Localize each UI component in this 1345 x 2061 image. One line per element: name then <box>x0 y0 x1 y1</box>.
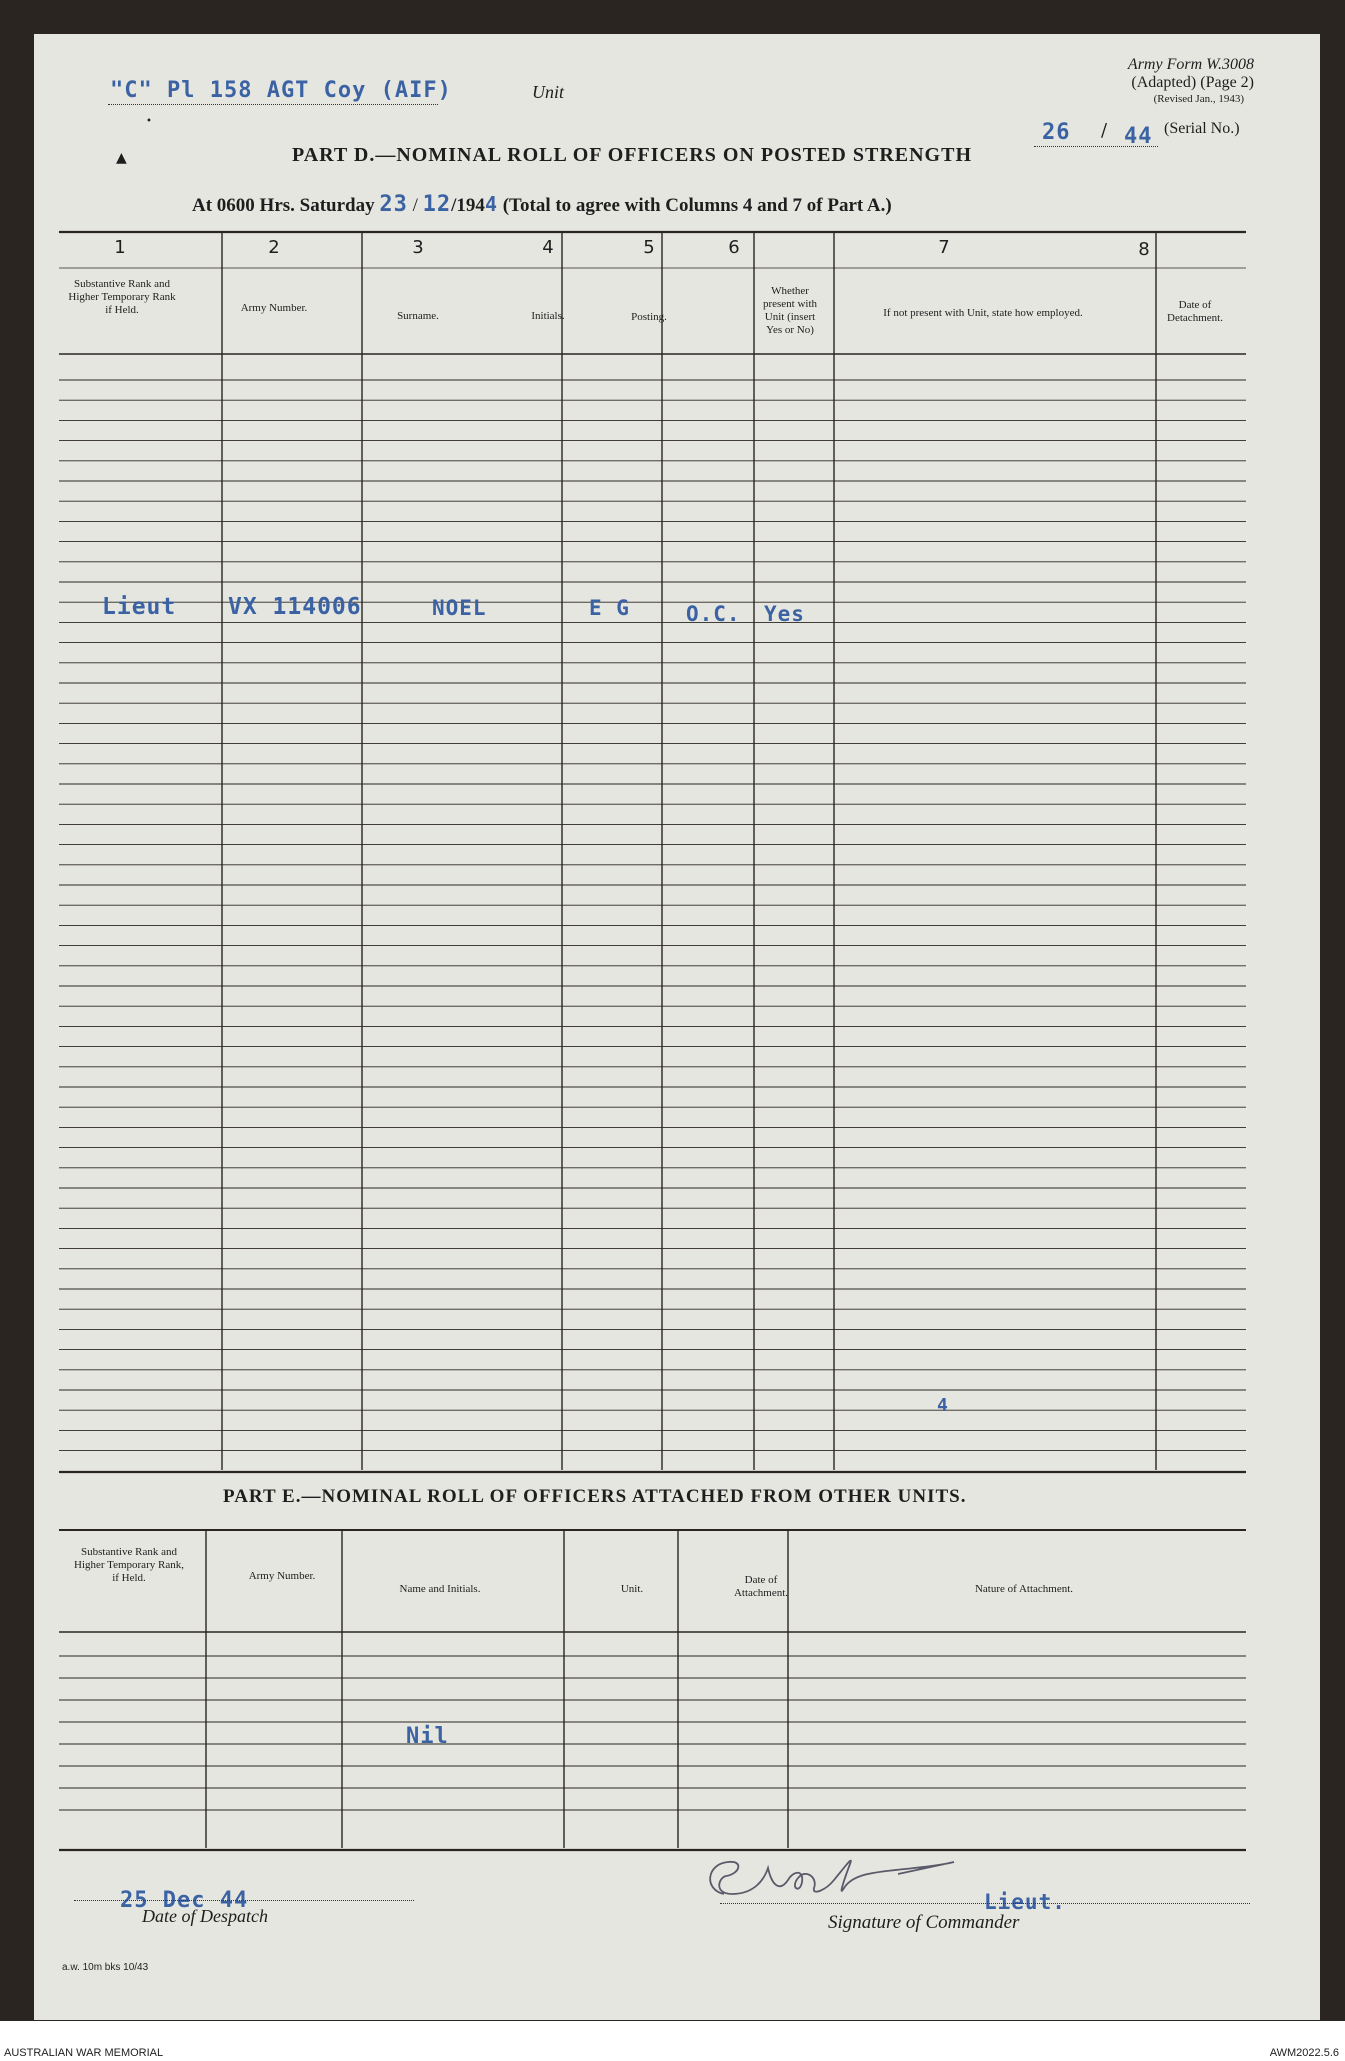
entry-present: Yes <box>764 602 805 626</box>
form-number: Army Form W.3008 <box>1127 56 1254 73</box>
col-2-header: Army Number. <box>240 302 308 314</box>
entry-surname: NOEL <box>432 596 487 620</box>
col-6-number: 6 <box>728 237 740 258</box>
col-5-number: 5 <box>643 237 655 258</box>
date-year-pre: /194 <box>451 195 485 216</box>
col-7-header: If not present with Unit, state how employed. <box>883 307 1083 319</box>
form-page <box>34 34 1320 2020</box>
entry-army-number: VX 114006 <box>228 594 362 620</box>
col-3-header: Surname. <box>397 310 439 322</box>
despatch-underline <box>74 1900 414 1901</box>
e-col-4-header: Unit. <box>620 1583 644 1595</box>
col-6-header: Whether present with Unit (insert Yes or No) <box>762 285 818 336</box>
e-col-5-header: Date of Attachment. <box>733 1574 789 1599</box>
unit-label: Unit <box>532 82 565 102</box>
serial-b: 44 <box>1124 124 1153 149</box>
part-d-title: PART D.—NOMINAL ROLL OF OFFICERS ON POSTED STRENGTH <box>292 144 973 166</box>
date-month: 12 <box>422 192 452 217</box>
despatch-value: 25 Dec 44 <box>120 1888 249 1913</box>
col-5-header: Posting. <box>631 311 667 323</box>
e-col-3-header: Name and Initials. <box>399 1583 481 1595</box>
print-code: a.w. 10m bks 10/43 <box>62 1962 149 1973</box>
part-d-grid <box>34 34 1320 2020</box>
col-8-number: 8 <box>1138 239 1150 260</box>
archive-footer <box>0 2021 1345 2061</box>
part-e-title: PART E.—NOMINAL ROLL OF OFFICERS ATTACHED FROM OTHER UNITS. <box>223 1486 967 1507</box>
col-8-header: Date of Detachment. <box>1167 299 1223 324</box>
part-e-entry: Nil <box>406 1724 449 1749</box>
commander-rank: Lieut. <box>984 1890 1066 1914</box>
form-adapted: (Adapted) (Page 2) <box>1131 74 1254 91</box>
date-day: 23 <box>379 192 408 217</box>
date-suffix: (Total to agree with Columns 4 and 7 of Part A.) <box>502 195 892 216</box>
date-prefix: At 0600 Hrs. Saturday <box>192 195 375 216</box>
col-2-number: 2 <box>268 237 280 258</box>
footer-right: AWM2022.5.6 <box>1269 2047 1339 2059</box>
date-line: At 0600 Hrs. Saturday 23 / 12/1944 (Total to agree with Columns 4 and 7 of Part A.) <box>192 192 892 217</box>
despatch-label: Date of Despatch <box>142 1906 268 1926</box>
col-1-header: Substantive Rank and Higher Temporary Rank if Held. <box>68 278 176 316</box>
col-4-header: Initials. <box>531 310 565 322</box>
serial-a: 26 <box>1042 120 1071 145</box>
e-col-1-header: Substantive Rank and Higher Temporary Rank, if Held. <box>74 1546 184 1584</box>
footer-left: AUSTRALIAN WAR MEMORIAL <box>4 2047 164 2059</box>
e-col-2-header: Army Number. <box>248 1570 316 1582</box>
col-4-number: 4 <box>542 237 554 258</box>
entry-initials: E G <box>589 596 630 620</box>
commander-label: Signature of Commander <box>828 1912 1020 1933</box>
date-year-digit: 4 <box>484 192 498 216</box>
dot-mark-icon: • <box>146 116 152 127</box>
e-col-6-header: Nature of Attachment. <box>974 1583 1074 1595</box>
stray-mark: 4 <box>937 1395 949 1416</box>
entry-rank: Lieut <box>102 594 177 620</box>
unit-value: "C" Pl 158 AGT Coy (AIF) <box>110 78 452 103</box>
serial-sep: / <box>1101 120 1108 141</box>
col-3-number: 3 <box>412 237 424 258</box>
col-7-number: 7 <box>938 237 950 258</box>
col-1-number: 1 <box>114 237 126 258</box>
form-revised: (Revised Jan., 1943) <box>1153 93 1244 105</box>
commander-underline <box>720 1903 1250 1904</box>
entry-posting: O.C. <box>686 602 741 626</box>
corner-mark-icon: ▲ <box>116 150 127 166</box>
serial-label: (Serial No.) <box>1164 120 1240 137</box>
